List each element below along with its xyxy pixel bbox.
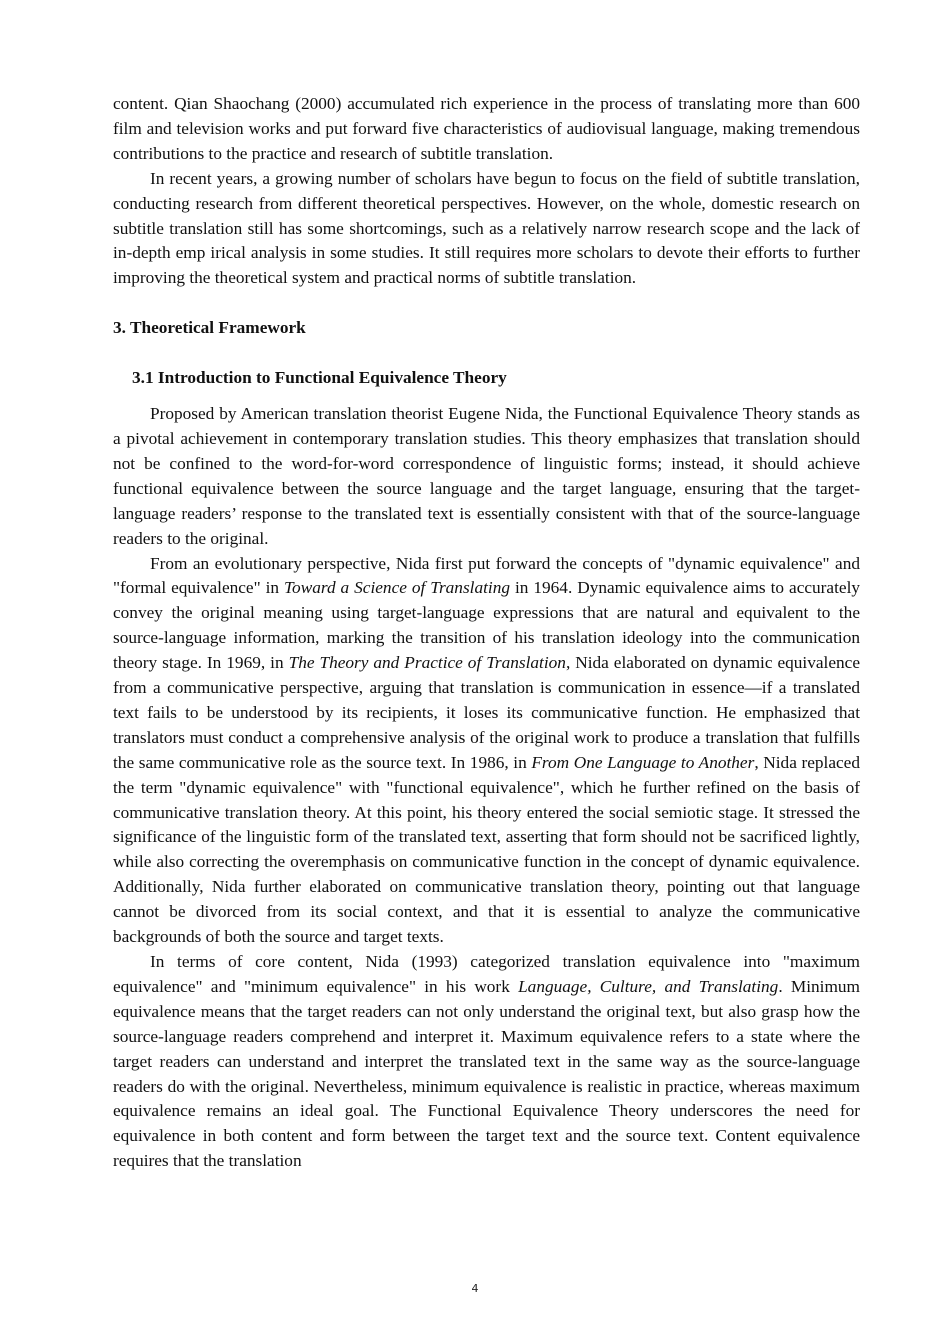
book-title-toward-a-science: Toward a Science of Translating bbox=[284, 578, 511, 598]
paragraph-evolution-text-3: , Nida elaborated on dynamic equivalence from a communicative perspective, arguing that translation is communication in essence—if a translated text fails to be understood by its recipients, it loses its communicative function. He emphasized that translators must conduct a comprehensive analysis of the original work to produce a translation that fulfills the same communicative role as the source text. In 1986, in bbox=[113, 653, 860, 772]
paragraph-core-text-2: . Minimum equivalence means that the target readers can not only understand the original text, but also grasp how the source-language readers comprehend and interpret it. Maximum equivalence refers to a state where the target readers can understand and interpret the translated text in the same way as the source-language readers do with the original. Nevertheless, minimum equivalence is realistic in practice, whereas maximum equivalence remains an ideal goal. The Functional Equivalence Theory underscores the need for equivalence in both content and form between the target text and the source text. Content equivalence requires that the translation bbox=[113, 976, 860, 1171]
paragraph-intro: Proposed by American translation theorist Eugene Nida, the Functional Equivalence Theory stands as a pivotal achievement in contemporary translation studies. This theory emphasizes that translation should not be confined to the word-for-word correspondence of linguistic forms; instead, it should achieve functional equivalence between the source language and the target language, ensuring that the target-language readers’ response to the translated text is essentially consistent with that of the source-language readers to the original. bbox=[113, 404, 860, 548]
paragraph-evolution-text-2: in 1964. Dynamic equivalence aims to accurately convey the original meaning using target-language expressions that are natural and equivalent to the source-language information, marking the transition of his translation ideology into the communication theory stage. In 1969, in bbox=[113, 578, 861, 673]
section-heading: 3. Theoretical Framework bbox=[113, 318, 306, 338]
continued-paragraph: content. Qian Shaochang (2000) accumulated rich experience in the process of translating more than 600 film and television works and put forward five characteristics of audiovisual language, making tremendous contributions to the practice and research of subtitle translation. bbox=[113, 94, 860, 163]
paragraph-recent-years: In recent years, a growing number of scholars have begun to focus on the field of subtitle translation, conducting research from different theoretical perspectives. However, on the whole, domestic research on subtitle translation still has some shortcomings, such as a relatively narrow research scope and the lack of in-depth emp irical analysis in some studies. It still requires more scholars to devote their efforts to further improving the theoretical system and practical norms of subtitle translation. bbox=[113, 168, 860, 288]
page-body bbox=[113, 92, 860, 1174]
page-number: 4 bbox=[471, 1282, 479, 1295]
subsection-heading: 3.1 Introduction to Functional Equivalence Theory bbox=[132, 368, 507, 388]
paragraph-evolution bbox=[113, 552, 860, 951]
book-title-language-culture: Language, Culture, and Translating bbox=[518, 976, 779, 996]
paragraph-core-text-1: In terms of core content, Nida (1993) categorized translation equivalence into "maximum equivalence" and "minimum equivalence" in his work bbox=[113, 952, 860, 996]
book-title-theory-and-practice: The Theory and Practice of Translation bbox=[288, 653, 566, 673]
book-title-from-one-language: From One Language to Another bbox=[531, 752, 755, 772]
paragraph-evolution-text-4: , Nida replaced the term "dynamic equivalence" with "functional equivalence", which he further refined on the basis of communicative translation theory. At this point, his theory entered the social semiotic stage. It stressed the significance of the linguistic form of the translated text, asserting that form should not be sacrificed lightly, while also correcting the overemphasis on communicative function in the concept of dynamic equivalence. Additionally, Nida further elaborated on communicative translation theory, pointing out that language cannot be divorced from its social context, and that it is essential to analyze the communicative backgrounds of both the source and target texts. bbox=[113, 752, 860, 947]
paragraph-core-content bbox=[113, 950, 860, 1174]
paragraph-evolution-text-1: From an evolutionary perspective, Nida first put forward the concepts of "dynamic equivalence" and "formal equivalence" in bbox=[113, 553, 860, 598]
